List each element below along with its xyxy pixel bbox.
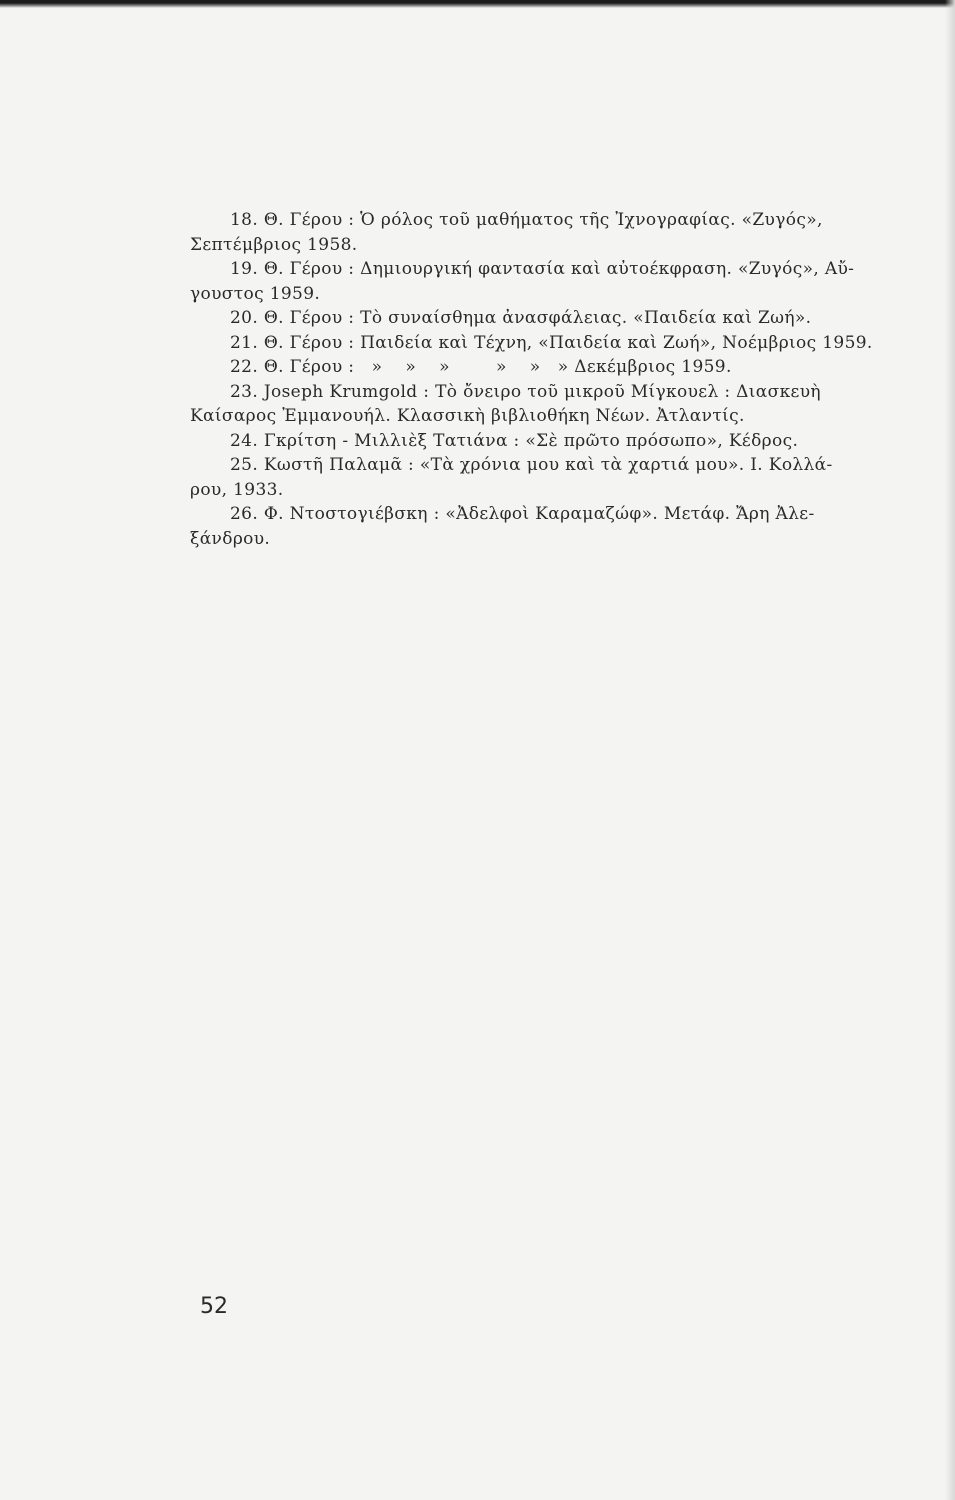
page-number: 52	[200, 1294, 228, 1319]
bibliography-line-25-cont: ρου, 1933.	[190, 479, 284, 500]
bibliography-line-21: 21. Θ. Γέρου : Παιδεία καὶ Τέχνη, «Παιδεία καὶ Ζωή», Νοέμβριος 1959.	[230, 332, 873, 353]
bibliography-line-26: 26. Φ. Ντοστογιέβσκη : «Ἀδελφοὶ Καραμαζώφ». Μετάφ. Ἄρη Ἀλε-	[230, 504, 815, 524]
bibliography-line-26-cont: ξάνδρου.	[190, 528, 271, 549]
bibliography-line-24: 24. Γκρίτση - Μιλλιὲξ Τατιάνα : «Σὲ πρῶτο πρόσωπο», Κέδρος.	[230, 430, 799, 451]
bibliography-line-23: 23. Joseph Krumgold : Τὸ ὄνειρο τοῦ μικροῦ Μίγκουελ : Διασκευὴ	[230, 381, 821, 402]
scan-right-edge	[945, 0, 955, 1500]
scan-top-edge	[0, 0, 955, 8]
bibliography-line-20: 20. Θ. Γέρου : Τὸ συναίσθημα ἀνασφάλειας. «Παιδεία καὶ Ζωή».	[230, 308, 812, 328]
bibliography-line-23-cont: Καίσαρος Ἐμμανουήλ. Κλασσικὴ βιβλιοθήκη Νέων. Ἀτλαντίς.	[190, 406, 745, 426]
bibliography-line-25: 25. Κωστῆ Παλαμᾶ : «Τὰ χρόνια μου καὶ τὰ χαρτιά μου». Ι. Κολλά-	[230, 455, 833, 475]
bibliography-line-19-cont: γουστος 1959.	[190, 283, 321, 304]
bibliography-line-19: 19. Θ. Γέρου : Δημιουργική φαντασία καὶ αὐτοέκφραση. «Ζυγός», Αὔ-	[230, 259, 855, 279]
bibliography-list	[190, 208, 890, 551]
bibliography-line-18: 18. Θ. Γέρου : Ὁ ρόλος τοῦ μαθήματος τῆς Ἰχνογραφίας. «Ζυγός»,	[230, 210, 823, 230]
bibliography-line-22: 22. Θ. Γέρου : » » » » » » Δεκέμβριος 1959.	[230, 357, 732, 377]
bibliography-line-18-cont: Σεπτέμβριος 1958.	[190, 234, 358, 255]
